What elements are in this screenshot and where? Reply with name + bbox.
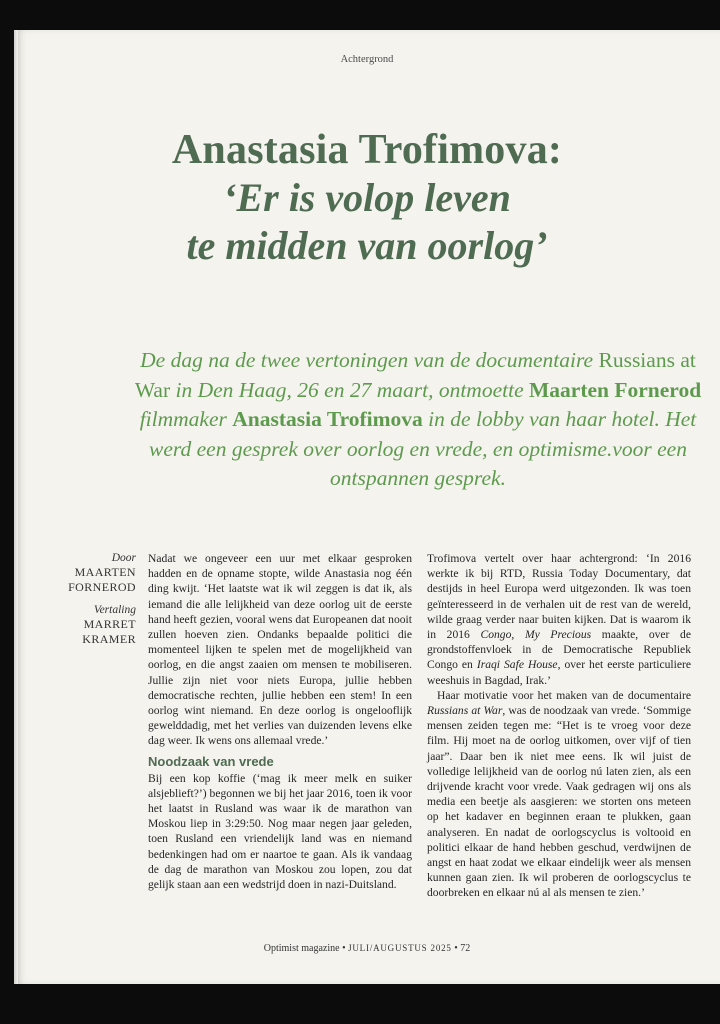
title-line-2: ‘Er is volop leven: [223, 175, 511, 220]
paragraph: Trofimova vertelt over haar achtergrond: ‘In 2016 werkte ik bij RTD, Russia Today Documentary, dat destijds in heel Europa werd uitgezonden. Ik was toen geïnteresseerd in de verhalen uit de rest van de wereld, wilde graag verder naar buiten kijken. Dat is waarom ik in 2016 Congo, My Precious maakte, over de grondstoffenvloek in de Democratische Republiek Congo en Iraqi Safe House, over het eerste particuliere weeshuis in Bagdad, Irak.’: [427, 552, 691, 687]
translator-name-first: MARRET: [83, 617, 136, 631]
magazine-name: Optimist magazine: [263, 943, 340, 954]
intro-text-4: in de lobby van haar hotel. Het werd een gesprek over oorlog en vrede, en optimisme.voor een ontspannen gesprek.: [149, 407, 697, 490]
author-role: Door: [111, 552, 136, 564]
author-name-last: FORNEROD: [68, 580, 136, 594]
author-name-first: MAARTEN: [74, 565, 136, 579]
article-column-1: [148, 551, 412, 892]
section-label: Achtergrond: [340, 54, 394, 65]
article-column-2: [427, 551, 691, 901]
film-title: Iraqi Safe House: [476, 658, 558, 672]
intro-subject: Anastasia Trofimova: [232, 407, 423, 431]
title-line-3: te midden van oorlog’: [186, 223, 548, 268]
subheading: Noodzaak van vrede: [148, 753, 274, 769]
paragraph: Haar motivatie voor het maken van de documentaire Russians at War, was de noodzaak van vrede. ‘Sommige mensen zeiden tegen me: “Het is te vroeg voor deze film. Hij moet na de oorlog uitkomen, over vijf of tien jaar”. Daar ben ik niet mee eens. Ik wil juist de volledige lelijkheid van de oorlog nú laten zien, als een drijvende kracht voor vrede. Vaak gedragen wij ons als media een beetje als aasgieren: we storten ons meteen op het kadaver en beginnen eraan te plukken, gaan analyseren. En nadat de oorlogscyclus is voltooid en politici elkaar de hand hebben geschud, verdwijnen de angst en haat zodat we elkaar eindelijk weer als mensen kunnen gaan zien. Ik wil proberen de oorlogscyclus te doorbreken en elkaar nú al als mensen te zien.’: [427, 688, 692, 900]
translator-name-last: KRAMER: [82, 632, 136, 646]
intro-text-3: filmmaker: [139, 407, 233, 431]
byline: [54, 551, 136, 647]
article-intro: [134, 346, 702, 494]
title-line-1: Anastasia Trofimova:: [171, 127, 563, 173]
intro-author: Maarten Fornerod: [529, 377, 702, 402]
intro-text-1: De dag na de twee vertoningen van de documentaire: [140, 348, 594, 372]
issue-date: JULI/AUGUSTUS 2025: [348, 943, 452, 953]
intro-film-title: Russians at War: [134, 348, 696, 402]
paragraph: Nadat we ongeveer een uur met elkaar gesproken hadden en de opname stopte, wilde Anastasia nog één ding kwijt. ‘Het laatste wat ik wil zeggen is dat ik, als iemand die alle lelijkheid van deze oorlog uit de eerste hand heeft gezien, vooral wens dat Europeanen dat nooit zullen hoeven zien. Ondanks bepaalde politici die momenteel lijken te spelen met de mogelijkheid van oorlog, en die angst zaaien om mensen te mobiliseren. Jullie zijn niet voor niets Europa, jullie hebben democratische rechten, jullie hebben een stem! In een oorlog wint niemand. En deze oorlog is ongelooflijk gewelddadig, met het verlies van duizenden levens elke dag weer. Ik wens ons allemaal vrede.’: [148, 552, 412, 748]
paragraph: Bij een kop koffie (‘mag ik meer melk en suiker alsjeblieft?’) begonnen we bij het jaar 2016, toen ik voor het laatst in Rusland was waar ik de marathon van Moskou liep in 3:29:50. Nog maar negen jaar geleden, toen Rusland een vriendelijk land was en niemand bedenkingen had om er naartoe te gaan. Als ik vandaag de dag de marathon van Moskou zou lopen, zou dat gelijk staan aan een wedstrijd doen in nazi-Duitsland.: [148, 771, 412, 892]
magazine-page: [14, 30, 720, 984]
page-footer: Optimist magazine • JULI/AUGUSTUS 2025 • 72: [263, 943, 471, 954]
intro-text-2: in Den Haag, 26 en 27 maart, ontmoette: [170, 377, 524, 402]
article-title: [34, 126, 700, 270]
page-number: 72: [460, 943, 471, 954]
page-binding-shadow: [14, 30, 18, 984]
film-title: Russians at War: [427, 704, 503, 718]
translator-role: Vertaling: [93, 604, 136, 616]
film-title: Congo, My Precious: [480, 628, 592, 642]
